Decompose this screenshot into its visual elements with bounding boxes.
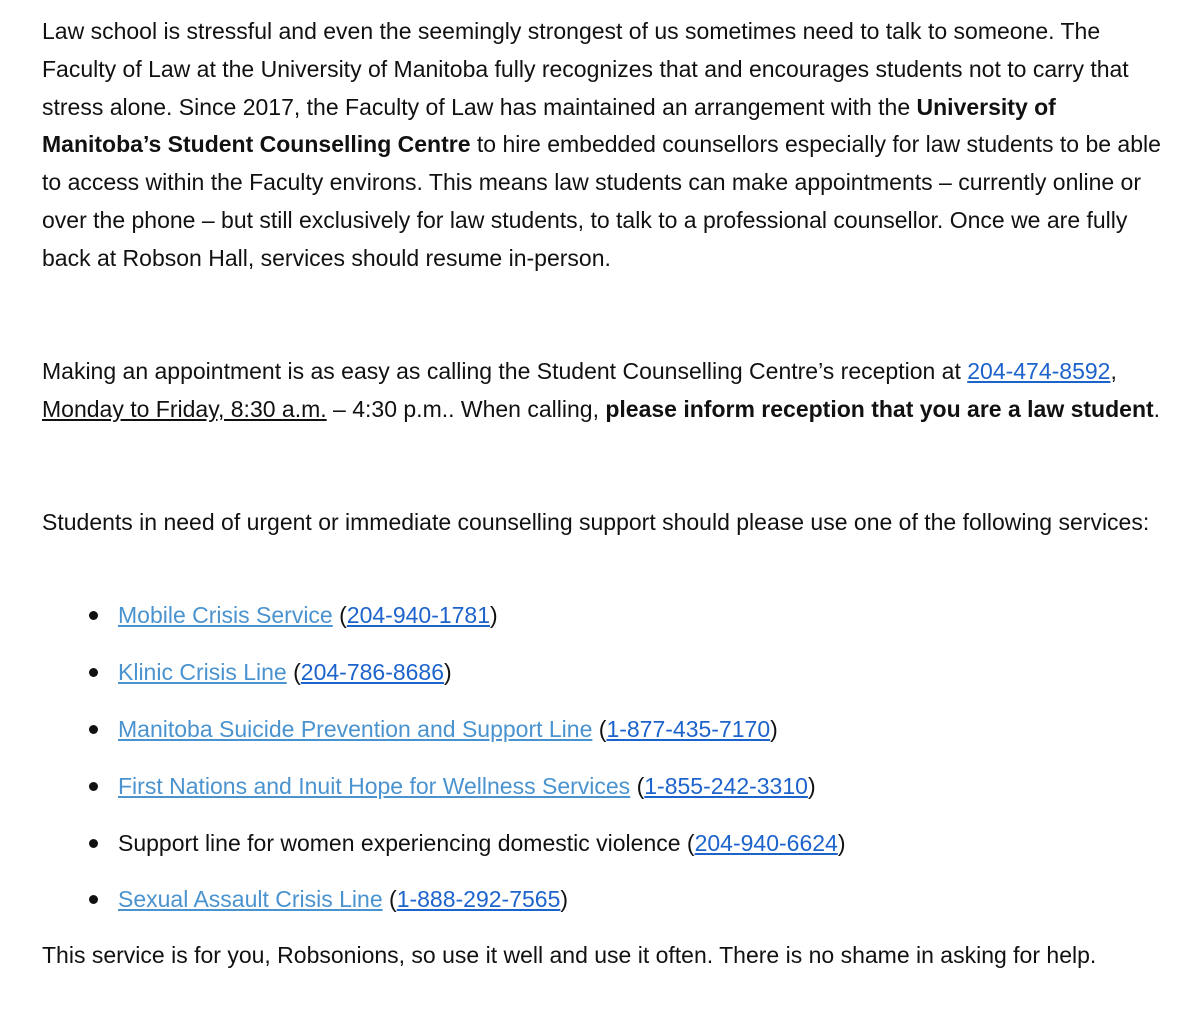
- service-phone-link[interactable]: 204-786-8686: [300, 658, 445, 685]
- service-name-link[interactable]: Sexual Assault Crisis Line: [118, 886, 383, 913]
- services-list: [42, 597, 1162, 938]
- list-item: [42, 881, 1162, 938]
- bullet-icon: [89, 611, 98, 620]
- appointment-text-start: Making an appointment is as easy as calling the Student Counselling Centre’s reception at: [42, 358, 968, 384]
- service-phone-link[interactable]: 1-888-292-7565: [396, 886, 561, 913]
- intro-text-end: to hire embedded counsellors especially for law students to be able to access within the Faculty environs. This means law students can make appointments – currently online or over the phone – but still exclusively for law students, to talk to a professional counsellor. Once we are fully back at Robson Hall, services should resume in-person.: [42, 131, 1161, 271]
- bullet-icon: [89, 782, 98, 791]
- service-name-link[interactable]: Klinic Crisis Line: [118, 658, 287, 685]
- appointment-period: .: [1153, 395, 1161, 422]
- counselling-centre-name: University of Manitoba’s Student Counselling Centre: [42, 93, 1056, 158]
- service-name-link[interactable]: First Nations and Inuit Hope for Wellness Services: [118, 772, 631, 799]
- intro-text-start: Law school is stressful and even the seemingly strongest of us sometimes need to talk to someone. The Faculty of Law at the University of Manitoba fully recognizes that and encourages students not to carry that stress alone. Since 2017, the Faculty of Law has maintained an arrangement with the: [42, 18, 1129, 120]
- list-item: [42, 597, 1162, 654]
- service-name: Support line for women experiencing domestic violence: [118, 829, 681, 856]
- close-paren: ): [444, 658, 452, 685]
- closing-paragraph: This service is for you, Robsonions, so use it well and use it often. There is no shame in asking for help.: [42, 942, 1097, 968]
- service-phone-link[interactable]: 204-940-6624: [694, 829, 838, 856]
- list-item: [42, 711, 1162, 768]
- close-paren: ): [770, 715, 778, 742]
- open-paren: (: [680, 829, 695, 856]
- service-name-link[interactable]: Mobile Crisis Service: [118, 602, 333, 628]
- intro-paragraph: [42, 13, 1162, 278]
- hours-rest: – 4:30 p.m.. When calling,: [326, 395, 606, 422]
- service-phone-link[interactable]: 1-855-242-3310: [644, 772, 808, 799]
- law-student-notice: please inform reception that you are a law student: [605, 395, 1154, 422]
- close-paren: ): [837, 829, 846, 856]
- bullet-icon: [89, 668, 98, 677]
- hours-label: Monday to Friday, 8:30 a.m.: [42, 395, 327, 422]
- open-paren: (: [286, 658, 301, 685]
- service-phone-link[interactable]: 204-940-1781: [346, 602, 491, 628]
- list-item: [42, 768, 1162, 825]
- appointment-paragraph: [42, 353, 1162, 429]
- bullet-icon: [89, 895, 98, 904]
- close-paren: ): [807, 772, 816, 799]
- reception-phone-link[interactable]: 204-474-8592: [967, 358, 1111, 384]
- bullet-icon: [89, 839, 98, 848]
- open-paren: (: [592, 715, 607, 742]
- open-paren: (: [332, 602, 347, 628]
- urgent-support-paragraph: Students in need of urgent or immediate counselling support should please use one of the following services:: [42, 509, 1150, 535]
- open-paren: (: [382, 886, 397, 913]
- close-paren: ): [490, 602, 498, 628]
- open-paren: (: [630, 772, 645, 799]
- close-paren: ): [560, 886, 569, 913]
- list-item: [42, 654, 1162, 711]
- list-item: [42, 825, 1162, 882]
- bullet-icon: [89, 725, 98, 734]
- appointment-separator: ,: [1110, 358, 1117, 384]
- service-name-link[interactable]: Manitoba Suicide Prevention and Support Line: [118, 715, 593, 742]
- service-phone-link[interactable]: 1-877-435-7170: [606, 715, 771, 742]
